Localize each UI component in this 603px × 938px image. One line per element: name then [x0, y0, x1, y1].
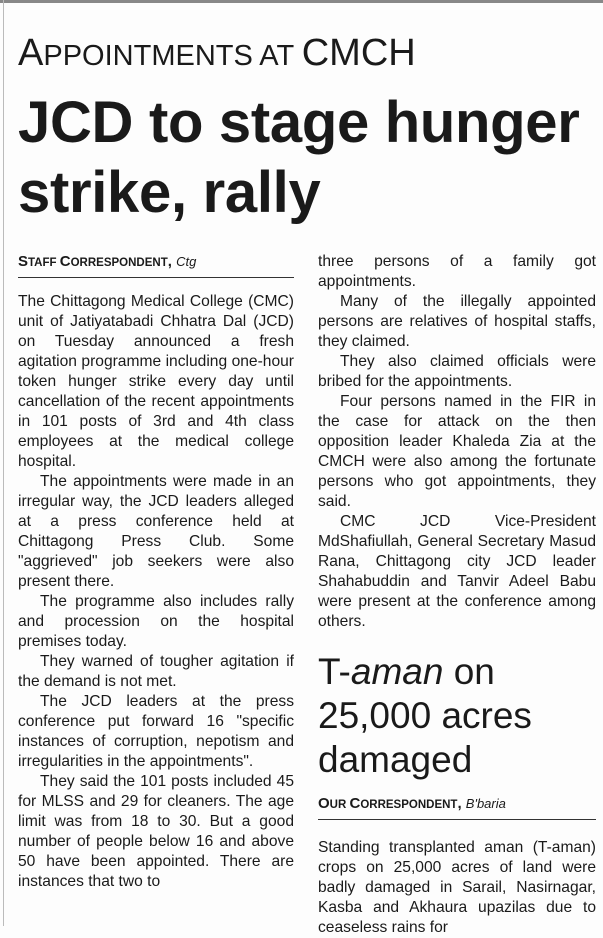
paragraph: The JCD leaders at the press conference put forward 16 "specific instances of corruption, nepotism and irregularities in the appointments".: [18, 693, 294, 770]
paragraph: CMC JCD Vice-President MdShafiullah, General Secretary Masud Rana, Chittagong city JCD leader Shahabuddin and Tanvir Adeel Babu were present at the conference among others.: [318, 513, 596, 630]
paragraph: They also claimed officials were bribed for the appointments.: [318, 353, 596, 390]
paragraph: The programme also includes rally and procession on the hospital premises today.: [18, 593, 294, 650]
paragraph: The appointments were made in an irregular way, the JCD leaders alleged at a press conference held at Chittagong Press Club. Some "aggrieved" job seekers were also present there.: [18, 473, 294, 590]
paragraph: They warned of tougher agitation if the demand is not met.: [18, 653, 294, 690]
second-byline-location: B'baria: [465, 796, 506, 811]
paragraph: Four persons named in the FIR in the case for attack on the then opposition leader Khaleda Zia at the CMCH were also among the fortunate persons who got appointments, they said.: [318, 393, 596, 510]
paragraph: Many of the illegally appointed persons are relatives of hospital staffs, they claimed.: [318, 293, 596, 350]
byline: STAFF CORRESPONDENT, Ctg: [18, 252, 294, 278]
paragraph: They said the 101 posts included 45 for MLSS and 29 for cleaners. The age limit was from 18 to 30. But a good number of people below 16 and above 50 have been appointed. There are instances that two to: [18, 773, 294, 890]
article-column-2: [318, 252, 596, 938]
article-column-1: [18, 252, 294, 892]
main-headline: JCD to stage hunger strike, rally: [18, 90, 580, 225]
left-rule: [3, 0, 4, 926]
second-byline: OUR CORRESPONDENT, B'baria: [318, 794, 596, 820]
paragraph: The Chittagong Medical College (CMC) unit of Jatiyatabadi Chhatra Dal (JCD) on Tuesday announced a fresh agitation programme including one-hour token hunger strike every day until cancellation of the recent appointments in 101 posts of 3rd and 4th class employees at the medical college hospital.: [18, 293, 294, 470]
second-headline: T-aman on 25,000 acres damaged: [318, 651, 532, 780]
paragraph: three persons of a family got appointments.: [318, 253, 596, 290]
kicker-heading: APPOINTMENTS AT CMCH: [18, 32, 416, 74]
top-rule: [0, 0, 603, 3]
paragraph: Standing transplanted aman (T-aman) crops on 25,000 acres of land were badly damaged in Sarail, Nasirnagar, Kasba and Akhaura upazilas due to ceaseless rains for: [318, 839, 596, 936]
byline-location: Ctg: [176, 254, 197, 269]
